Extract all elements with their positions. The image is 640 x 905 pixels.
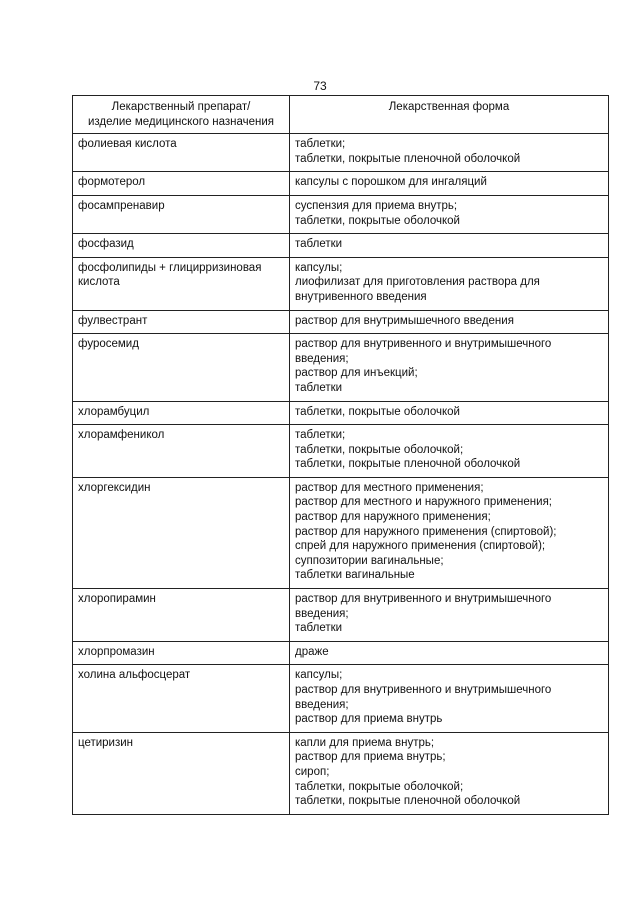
drug-name-line: хлоропирамин [78, 593, 156, 606]
dosage-form-line: таблетки, покрытые пленочной оболочкой [295, 795, 521, 808]
table-header-row [73, 96, 609, 134]
dosage-form-line: таблетки [295, 381, 343, 394]
drug-name-line: холина альфосцерат [78, 669, 191, 682]
header-line: Лекарственная форма [388, 101, 510, 113]
drug-name-cell [73, 477, 290, 588]
dosage-form-line: лиофилизат для приготовления раствора для [295, 276, 540, 289]
dosage-form-line: сироп; [295, 765, 330, 778]
dosage-form-cell [290, 425, 609, 478]
table-row [73, 732, 609, 814]
header-form [290, 96, 609, 134]
dosage-form-line: раствор для внутримышечного введения [295, 314, 514, 327]
drug-name-cell [73, 732, 290, 814]
dosage-form-line: таблетки, покрытые оболочкой [295, 214, 460, 227]
table-row [73, 234, 609, 258]
dosage-form-line: капсулы; [295, 261, 343, 274]
dosage-form-cell [290, 195, 609, 233]
dosage-form-line: суппозитории вагинальные; [295, 554, 444, 567]
dosage-form-cell [290, 234, 609, 258]
dosage-form-line: таблетки; [295, 429, 346, 442]
dosage-form-cell [290, 732, 609, 814]
dosage-form-line: раствор для местного применения; [295, 481, 484, 494]
dosage-form-cell [290, 641, 609, 665]
page-number: 73 [313, 79, 327, 93]
drug-name-line: формотерол [78, 176, 146, 189]
dosage-form-line: раствор для внутривенного и внутримышечного [295, 684, 552, 696]
dosage-form-line: таблетки [295, 622, 343, 635]
header-drug [73, 96, 290, 134]
dosage-form-line: таблетки; [295, 138, 346, 151]
drug-name-cell [73, 195, 290, 233]
drug-name-line: фосфолипиды + глицирризиновая [78, 261, 262, 274]
table-row [73, 172, 609, 196]
dosage-form-line: внутривенного введения [295, 290, 427, 303]
dosage-form-line: раствор для приема внутрь [295, 713, 443, 726]
drug-name-line: фолиевая кислота [78, 138, 177, 151]
dosage-form-line: таблетки, покрытые пленочной оболочкой [295, 458, 521, 471]
dosage-form-line: таблетки, покрытые оболочкой [295, 405, 460, 418]
dosage-form-line: введения; [295, 352, 349, 365]
drug-name-line: цетиризин [78, 736, 134, 749]
drug-name-cell [73, 401, 290, 425]
dosage-form-line: капсулы с порошком для ингаляций [295, 176, 487, 189]
dosage-form-line: таблетки вагинальные [295, 569, 415, 582]
dosage-form-line: раствор для наружного применения (спиртовой); [295, 525, 557, 538]
dosage-form-cell [290, 401, 609, 425]
dosage-form-cell [290, 665, 609, 732]
table-row [73, 310, 609, 334]
dosage-form-line: таблетки, покрытые оболочкой; [295, 443, 464, 456]
drug-name-cell [73, 257, 290, 310]
header-line: Лекарственный препарат/ [111, 101, 251, 113]
dosage-form-cell [290, 310, 609, 334]
dosage-form-cell [290, 334, 609, 401]
header-line: изделие медицинского назначения [87, 115, 275, 128]
table-row [73, 477, 609, 588]
dosage-form-line: таблетки [295, 238, 343, 251]
dosage-form-line: раствор для местного и наружного применения; [295, 496, 552, 509]
dosage-form-line: раствор для инъекций; [295, 367, 418, 380]
dosage-form-line: введения; [295, 698, 349, 711]
table-body [73, 134, 609, 815]
table-row [73, 195, 609, 233]
drug-name-cell [73, 310, 290, 334]
dosage-form-cell [290, 477, 609, 588]
table-row [73, 665, 609, 732]
dosage-form-line: раствор для приема внутрь; [295, 751, 446, 764]
drug-table [72, 95, 609, 815]
dosage-form-cell [290, 589, 609, 642]
drug-name-line: хлоргексидин [78, 481, 151, 494]
drug-name-cell [73, 665, 290, 732]
drug-name-cell [73, 134, 290, 172]
dosage-form-line: раствор для внутривенного и внутримышечного [295, 338, 552, 351]
drug-name-line: хлорамфеникол [78, 429, 165, 442]
dosage-form-line: таблетки, покрытые оболочкой; [295, 780, 464, 793]
dosage-form-line: суспензия для приема внутрь; [295, 199, 458, 212]
table-row [73, 334, 609, 401]
dosage-form-line: капли для приема внутрь; [295, 736, 435, 749]
dosage-form-line: спрей для наружного применения (спиртовой); [295, 540, 546, 553]
table-row [73, 641, 609, 665]
dosage-form-line: раствор для внутривенного и внутримышечного [295, 593, 552, 606]
drug-name-line: фосампренавир [78, 199, 165, 212]
table-row [73, 134, 609, 172]
drug-name-line: фуросемид [78, 338, 139, 351]
drug-name-cell [73, 172, 290, 196]
drug-name-cell [73, 334, 290, 401]
drug-name-line: фосфазид [78, 238, 134, 251]
table-row [73, 425, 609, 478]
table-row [73, 257, 609, 310]
dosage-form-line: капсулы; [295, 669, 343, 682]
dosage-form-cell [290, 257, 609, 310]
dosage-form-line: таблетки, покрытые пленочной оболочкой [295, 152, 521, 165]
drug-name-line: хлорамбуцил [78, 405, 150, 418]
table-row [73, 589, 609, 642]
drug-name-line: фулвестрант [78, 314, 148, 327]
drug-name-cell [73, 234, 290, 258]
dosage-form-line: драже [295, 645, 329, 658]
drug-name-line: кислота [78, 276, 120, 289]
dosage-form-line: раствор для наружного применения; [295, 511, 491, 524]
dosage-form-cell [290, 134, 609, 172]
dosage-form-line: введения; [295, 607, 349, 620]
table-row [73, 401, 609, 425]
drug-name-line: хлорпромазин [78, 645, 155, 658]
drug-name-cell [73, 425, 290, 478]
drug-name-cell [73, 589, 290, 642]
drug-name-cell [73, 641, 290, 665]
dosage-form-cell [290, 172, 609, 196]
